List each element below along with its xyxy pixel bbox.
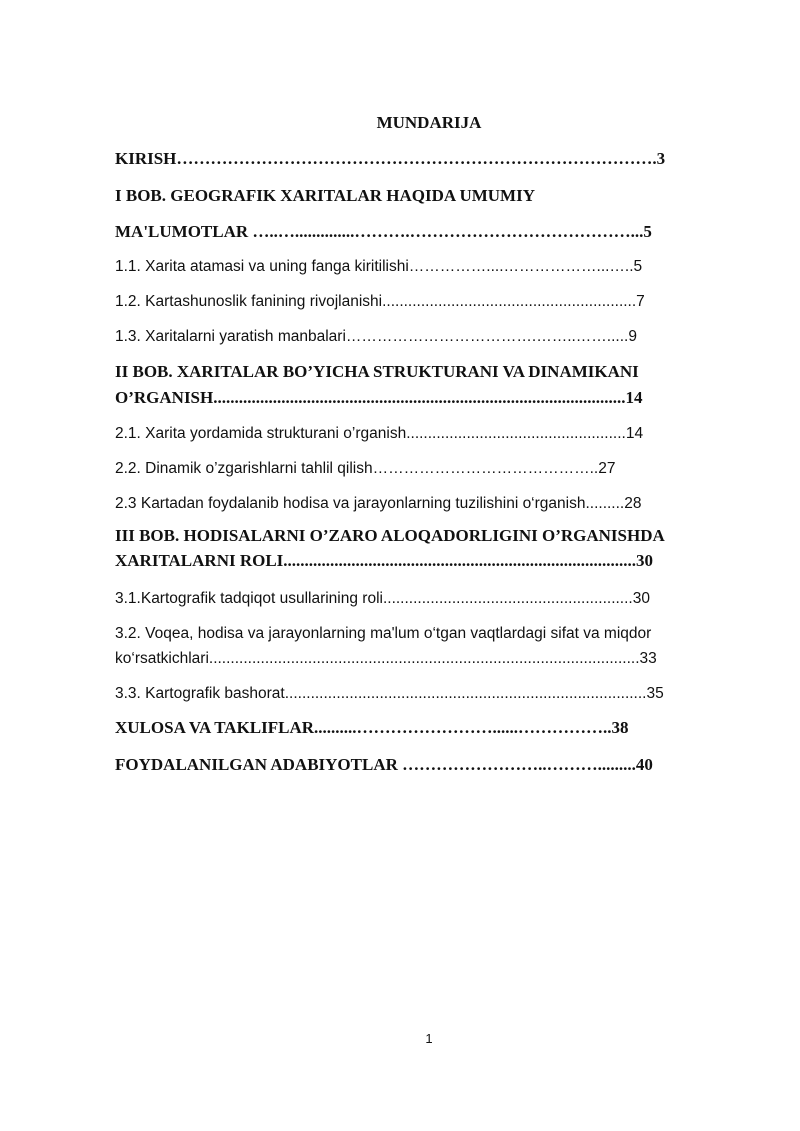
toc-entry-references: FOYDALANILGAN ADABIYOTLAR ……………………..……….........40 xyxy=(115,755,653,774)
toc-chapter-2-heading-cont: O’RGANISH.................................................................................................14 xyxy=(115,388,643,407)
toc-entry-2-2: 2.2. Dinamik o’zgarishlarni tahlil qilish……………………………………..27 xyxy=(115,460,616,477)
toc-chapter-2-heading: II BOB. XARITALAR BO’YICHA STRUKTURANI VA DINAMIKANI xyxy=(115,362,639,381)
toc-chapter-1-heading-cont: MA'LUMOTLAR …..…..............……….…………………………………...5 xyxy=(115,222,652,241)
toc-entry-3-2: 3.2. Voqea, hodisa va jarayonlarning ma'lum o‘tgan vaqtlardagi sifat va miqdor xyxy=(115,625,652,642)
toc-entry-1-2: 1.2. Kartashunoslik fanining rivojlanishi...........................................................7 xyxy=(115,293,645,310)
toc-chapter-1-heading: I BOB. GEOGRAFIK XARITALAR HAQIDA UMUMIY xyxy=(115,186,535,205)
toc-entry-3-3: 3.3. Kartografik bashorat....................................................................................35 xyxy=(115,685,664,702)
toc-chapter-3-heading: III BOB. HODISALARNI O’ZARO ALOQADORLIGINI O’RGANISHDA xyxy=(115,526,665,545)
toc-entry-1-3: 1.3. Xaritalarni yaratish manbalari……………………………….……..…….....9 xyxy=(115,328,637,345)
toc-entry-2-3: 2.3 Kartadan foydalanib hodisa va jarayonlarning tuzilishini o‘rganish.........28 xyxy=(115,495,642,512)
toc-entry-3-2-cont: ko‘rsatkichlari....................................................................................................33 xyxy=(115,650,657,667)
toc-entry-2-1: 2.1. Xarita yordamida strukturani o’rganish...................................................14 xyxy=(115,425,644,442)
page-number: 1 xyxy=(425,1031,433,1046)
toc-entry-1-1: 1.1. Xarita atamasi va uning fanga kiritilishi……………....………………...…..5 xyxy=(115,258,643,275)
toc-entry-kirish: KIRISH………………………………………………………………………….3 xyxy=(115,149,666,168)
toc-chapter-3-heading-cont: XARITALARNI ROLI...................................................................................30 xyxy=(115,551,654,570)
toc-entry-3-1: 3.1.Kartografik tadqiqot usullarining roli..........................................................30 xyxy=(115,590,650,607)
toc-entry-conclusion: XULOSA VA TAKLIFLAR..........……………………......……………..38 xyxy=(115,718,629,737)
toc-title: MUNDARIJA xyxy=(376,113,482,132)
